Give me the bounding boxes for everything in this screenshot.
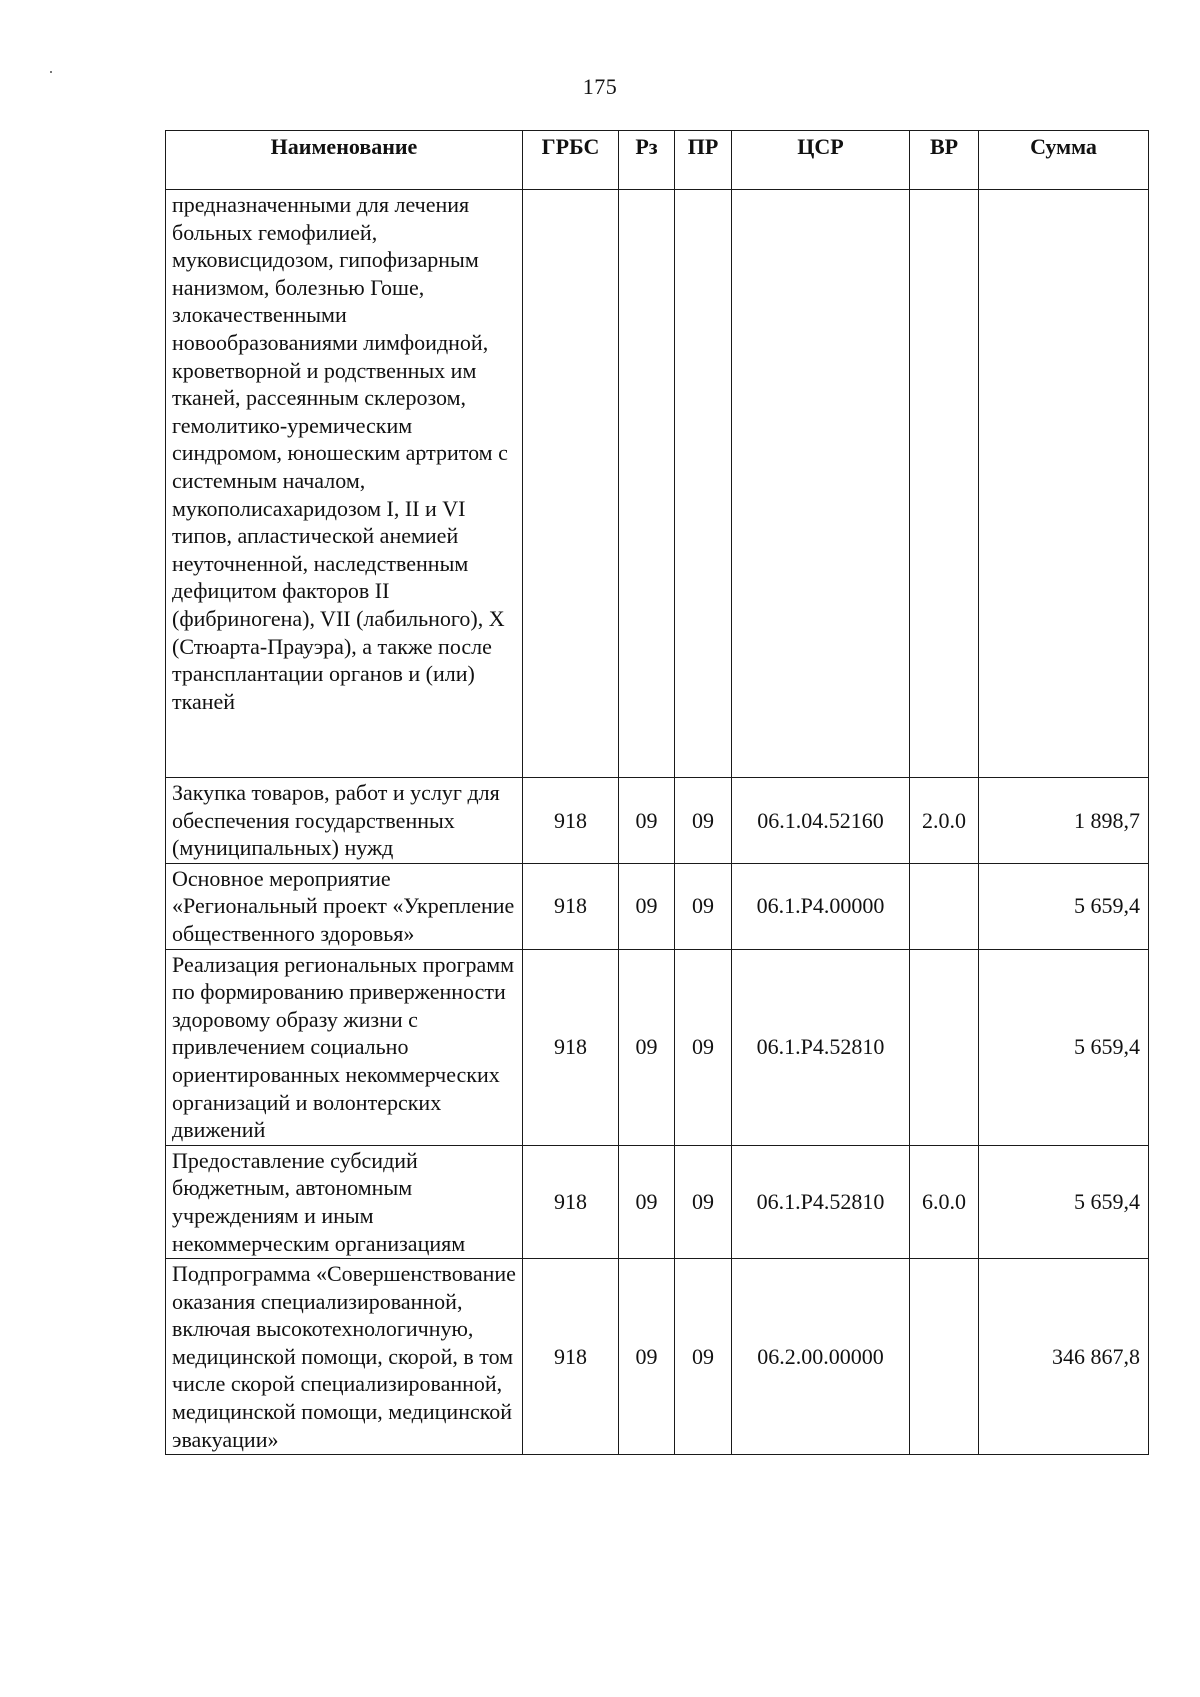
row-sum: 1 898,7 (979, 778, 1149, 864)
row-rz: 09 (619, 863, 675, 949)
row-name: предназначенными для лечения больных гемофилией, муковисцидозом, гипофизарным нанизмом, болезнью Гоше, злокачественными новообразованиями лимфоидной, кроветворной и родственных им тканей, рассеянным склерозом, гемолитико-уремическим синдромом, юношеским артритом с системным началом, мукополисахаридозом I, II и VI типов, апластической анемией неуточненной, наследственным дефицитом факторов II (фибриногена), VII (лабильного), X (Стюарта-Прауэра), а также после трансплантации органов и (или) тканей (166, 190, 523, 778)
row-vr (910, 949, 979, 1145)
column-header-grbs: ГРБС (523, 131, 619, 190)
row-csr: 06.1.P4.52810 (732, 1145, 910, 1258)
row-sum: 5 659,4 (979, 1145, 1149, 1258)
row-grbs: 918 (523, 1145, 619, 1258)
table-row (166, 1259, 1149, 1455)
row-csr (732, 190, 910, 778)
row-vr (910, 863, 979, 949)
scan-artifact-dot (50, 71, 52, 73)
row-csr: 06.1.P4.52810 (732, 949, 910, 1145)
row-pr: 09 (675, 949, 732, 1145)
row-grbs (523, 190, 619, 778)
row-grbs: 918 (523, 863, 619, 949)
column-header-vr: ВР (910, 131, 979, 190)
row-name: Закупка товаров, работ и услуг для обеспечения государственных (муниципальных) нужд (166, 778, 523, 864)
budget-table (165, 130, 1149, 1455)
row-name: Основное мероприятие «Региональный проект «Укрепление общественного здоровья» (166, 863, 523, 949)
row-rz: 09 (619, 1145, 675, 1258)
row-vr: 6.0.0 (910, 1145, 979, 1258)
table-row (166, 1145, 1149, 1258)
column-header-rz: Рз (619, 131, 675, 190)
row-rz: 09 (619, 949, 675, 1145)
row-csr: 06.2.00.00000 (732, 1259, 910, 1455)
row-pr: 09 (675, 1145, 732, 1258)
column-header-pr: ПР (675, 131, 732, 190)
row-pr: 09 (675, 1259, 732, 1455)
column-header-name: Наименование (166, 131, 523, 190)
table-row (166, 863, 1149, 949)
row-sum (979, 190, 1149, 778)
row-pr: 09 (675, 863, 732, 949)
page-number: 175 (582, 74, 618, 99)
row-sum: 5 659,4 (979, 949, 1149, 1145)
column-header-csr: ЦСР (732, 131, 910, 190)
row-rz: 09 (619, 778, 675, 864)
row-name: Предоставление субсидий бюджетным, автономным учреждениям и иным некоммерческим организациям (166, 1145, 523, 1258)
row-grbs: 918 (523, 949, 619, 1145)
column-header-sum: Сумма (979, 131, 1149, 190)
row-pr: 09 (675, 778, 732, 864)
table-header-row (166, 131, 1149, 190)
table-row (166, 190, 1149, 778)
row-pr (675, 190, 732, 778)
table-row (166, 949, 1149, 1145)
row-csr: 06.1.04.52160 (732, 778, 910, 864)
row-sum: 5 659,4 (979, 863, 1149, 949)
row-grbs: 918 (523, 1259, 619, 1455)
row-vr: 2.0.0 (910, 778, 979, 864)
row-vr (910, 1259, 979, 1455)
row-sum: 346 867,8 (979, 1259, 1149, 1455)
row-name: Реализация региональных программ по формированию приверженности здоровому образу жизни с привлечением социально ориентированных некоммерческих организаций и волонтерских движений (166, 949, 523, 1145)
row-name: Подпрограмма «Совершенствование оказания специализированной, включая высокотехнологичную, медицинской помощи, скорой, в том числе скорой специализированной, медицинской помощи, медицинской эвакуации» (166, 1259, 523, 1455)
row-rz: 09 (619, 1259, 675, 1455)
row-grbs: 918 (523, 778, 619, 864)
row-rz (619, 190, 675, 778)
table-row (166, 778, 1149, 864)
row-csr: 06.1.P4.00000 (732, 863, 910, 949)
row-vr (910, 190, 979, 778)
